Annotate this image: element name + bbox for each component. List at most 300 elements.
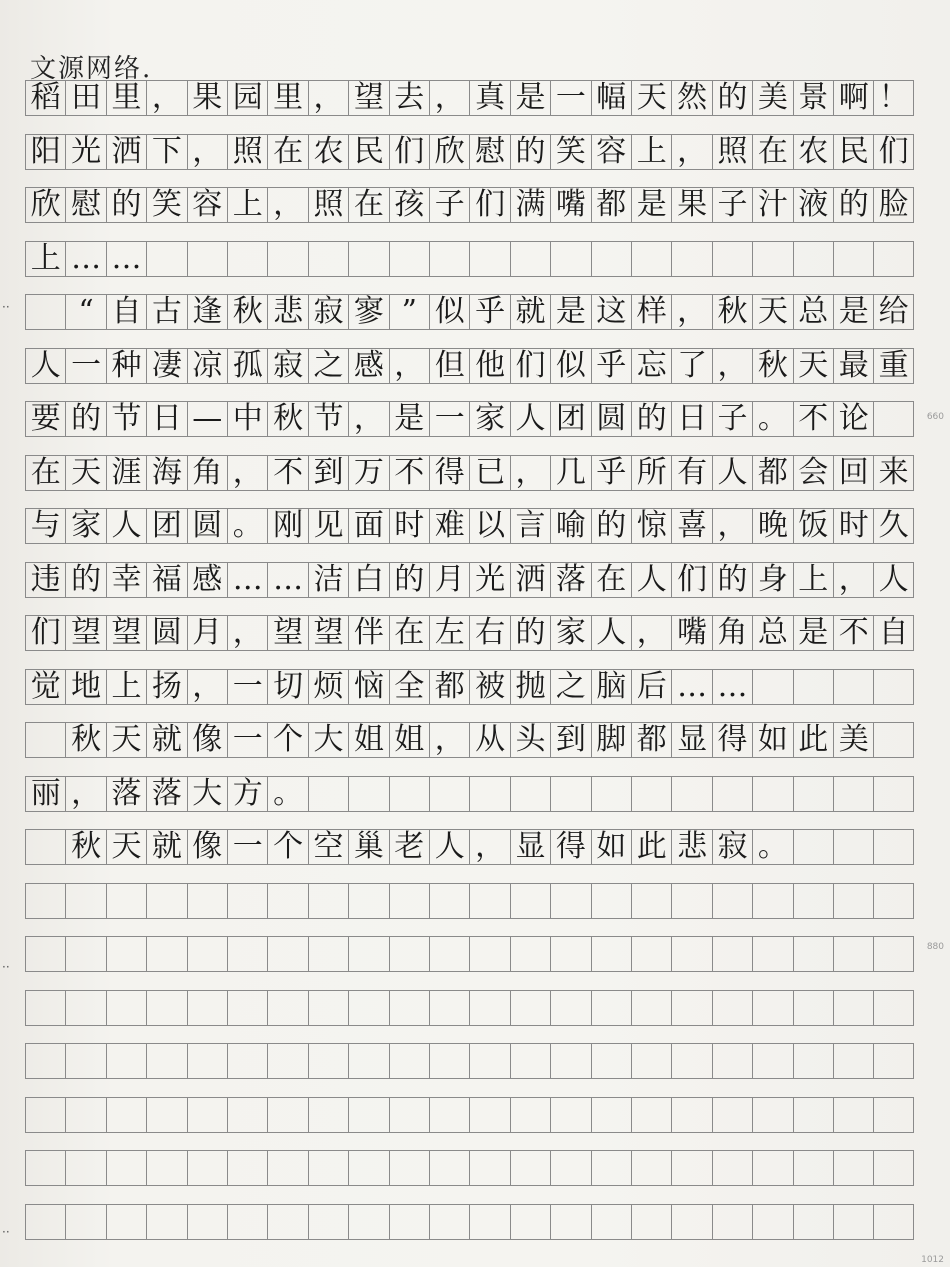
grid-cell: 巢	[348, 829, 388, 865]
grid-cell	[833, 990, 873, 1026]
grid-cell	[227, 990, 267, 1026]
grid-cell	[712, 990, 752, 1026]
grid-cell	[510, 1097, 550, 1133]
grid-cell	[227, 1204, 267, 1240]
grid-cell: 之	[308, 348, 348, 384]
grid-cell: 角	[187, 455, 227, 491]
grid-cell	[429, 1150, 469, 1186]
grid-cell	[631, 936, 671, 972]
grid-cell: 最	[833, 348, 873, 384]
grid-cell: ，	[187, 669, 227, 705]
grid-cell	[348, 1150, 388, 1186]
grid-cell	[429, 776, 469, 812]
grid-cell: 去	[389, 80, 429, 116]
grid-cell	[65, 883, 105, 919]
grid-cell	[348, 1043, 388, 1079]
grid-cell: 扬	[146, 669, 186, 705]
grid-cell: 时	[833, 508, 873, 544]
grid-cell: 晚	[752, 508, 792, 544]
grid-cell	[65, 936, 105, 972]
grid-cell: 真	[469, 80, 509, 116]
grid-cell	[227, 936, 267, 972]
grid-cell: 古	[146, 294, 186, 330]
grid-cell: …	[267, 562, 307, 598]
grid-cell	[712, 241, 752, 277]
grid-cell	[752, 936, 792, 972]
grid-cell: ，	[65, 776, 105, 812]
grid-cell	[146, 883, 186, 919]
grid-cell: 了	[671, 348, 711, 384]
grid-cell	[631, 1204, 671, 1240]
grid-row	[25, 1043, 914, 1079]
grid-cell	[550, 1043, 590, 1079]
grid-cell: 从	[469, 722, 509, 758]
grid-cell: 团	[550, 401, 590, 437]
grid-cell	[873, 1150, 913, 1186]
grid-cell: 圆	[187, 508, 227, 544]
grid-cell	[308, 1150, 348, 1186]
grid-cell	[712, 936, 752, 972]
grid-row	[25, 294, 914, 330]
grid-cell	[348, 936, 388, 972]
grid-cell: 到	[550, 722, 590, 758]
grid-cell: 不	[793, 401, 833, 437]
grid-cell: …	[712, 669, 752, 705]
grid-cell: 人	[712, 455, 752, 491]
grid-cell: 就	[146, 829, 186, 865]
grid-cell	[187, 936, 227, 972]
grid-cell: 面	[348, 508, 388, 544]
grid-cell: 的	[65, 401, 105, 437]
grid-cell: 天	[65, 455, 105, 491]
grid-cell	[712, 1043, 752, 1079]
grid-cell	[550, 1150, 590, 1186]
margin-mark: ··	[2, 300, 10, 314]
grid-cell: 凄	[146, 348, 186, 384]
grid-cell: 洒	[510, 562, 550, 598]
grid-cell: ，	[510, 455, 550, 491]
grid-cell: 望	[348, 80, 388, 116]
grid-cell	[308, 883, 348, 919]
grid-cell	[469, 883, 509, 919]
grid-cell: 农	[308, 134, 348, 170]
grid-cell: 逢	[187, 294, 227, 330]
grid-cell: 一	[65, 348, 105, 384]
grid-cell	[873, 1097, 913, 1133]
grid-cell	[510, 1043, 550, 1079]
grid-cell	[873, 401, 913, 437]
grid-cell: 秋	[267, 401, 307, 437]
grid-cell	[510, 936, 550, 972]
grid-cell: 家	[65, 508, 105, 544]
grid-cell: 圆	[146, 615, 186, 651]
grid-cell	[550, 776, 590, 812]
grid-cell: 秋	[65, 829, 105, 865]
grid-cell: 空	[308, 829, 348, 865]
grid-cell	[65, 1150, 105, 1186]
grid-cell: ，	[227, 615, 267, 651]
grid-cell: 人	[25, 348, 65, 384]
grid-cell	[833, 883, 873, 919]
grid-cell	[146, 1204, 186, 1240]
grid-cell	[510, 776, 550, 812]
grid-cell	[631, 883, 671, 919]
grid-cell: 都	[591, 187, 631, 223]
grid-cell: 伴	[348, 615, 388, 651]
grid-cell	[469, 936, 509, 972]
grid-cell	[106, 883, 146, 919]
grid-cell	[671, 990, 711, 1026]
grid-cell	[389, 776, 429, 812]
grid-cell: 总	[752, 615, 792, 651]
grid-cell: 不	[833, 615, 873, 651]
grid-cell: 望	[65, 615, 105, 651]
grid-cell	[106, 1097, 146, 1133]
grid-cell: 是	[793, 615, 833, 651]
grid-cell: 已	[469, 455, 509, 491]
grid-cell: 角	[712, 615, 752, 651]
grid-cell: 样	[631, 294, 671, 330]
grid-cell	[469, 241, 509, 277]
grid-cell: 里	[106, 80, 146, 116]
grid-row	[25, 1150, 914, 1186]
grid-cell	[106, 1043, 146, 1079]
grid-cell	[25, 1150, 65, 1186]
grid-cell	[510, 1150, 550, 1186]
grid-cell: 上	[793, 562, 833, 598]
grid-row	[25, 455, 914, 491]
grid-cell: 秋	[712, 294, 752, 330]
grid-cell: 望	[308, 615, 348, 651]
grid-cell	[550, 241, 590, 277]
grid-cell: 照	[712, 134, 752, 170]
grid-cell	[65, 1097, 105, 1133]
grid-cell	[550, 883, 590, 919]
grid-cell: 然	[671, 80, 711, 116]
grid-cell	[25, 294, 65, 330]
grid-cell: 都	[429, 669, 469, 705]
grid-cell: 子	[712, 401, 752, 437]
grid-cell	[550, 990, 590, 1026]
char-counter-660: 660	[926, 412, 944, 422]
grid-cell	[65, 990, 105, 1026]
grid-cell: 身	[752, 562, 792, 598]
grid-cell	[267, 990, 307, 1026]
grid-cell: 不	[267, 455, 307, 491]
grid-cell: 节	[106, 401, 146, 437]
grid-row	[25, 80, 914, 116]
grid-cell	[793, 936, 833, 972]
grid-cell: 满	[510, 187, 550, 223]
grid-cell: 的	[591, 508, 631, 544]
grid-cell: 容	[591, 134, 631, 170]
grid-cell	[429, 990, 469, 1026]
grid-cell: 上	[227, 187, 267, 223]
grid-cell: 感	[187, 562, 227, 598]
grid-cell	[106, 990, 146, 1026]
grid-cell	[146, 990, 186, 1026]
grid-cell: 久	[873, 508, 913, 544]
grid-cell: ，	[671, 134, 711, 170]
grid-cell	[65, 1204, 105, 1240]
grid-cell: 们	[25, 615, 65, 651]
grid-cell: 惊	[631, 508, 671, 544]
grid-cell: 白	[348, 562, 388, 598]
grid-cell: 子	[429, 187, 469, 223]
grid-cell: ，	[308, 80, 348, 116]
grid-cell	[267, 936, 307, 972]
grid-cell: 容	[187, 187, 227, 223]
grid-cell: 民	[833, 134, 873, 170]
grid-cell	[348, 241, 388, 277]
grid-cell: 农	[793, 134, 833, 170]
grid-cell	[793, 829, 833, 865]
grid-cell: 圆	[591, 401, 631, 437]
grid-cell: 乎	[591, 348, 631, 384]
grid-cell: 阳	[25, 134, 65, 170]
grid-cell	[671, 776, 711, 812]
grid-cell: 论	[833, 401, 873, 437]
grid-cell	[106, 1204, 146, 1240]
grid-cell	[671, 1097, 711, 1133]
grid-cell: 们	[510, 348, 550, 384]
grid-cell: 都	[752, 455, 792, 491]
grid-cell: 的	[833, 187, 873, 223]
grid-cell: 天	[752, 294, 792, 330]
grid-row	[25, 776, 914, 812]
grid-cell: 乎	[591, 455, 631, 491]
grid-cell: 是	[631, 187, 671, 223]
grid-cell: 头	[510, 722, 550, 758]
grid-cell	[25, 883, 65, 919]
grid-cell	[429, 1043, 469, 1079]
grid-cell	[752, 990, 792, 1026]
grid-cell	[308, 1043, 348, 1079]
grid-row	[25, 508, 914, 544]
grid-cell	[671, 936, 711, 972]
grid-cell	[389, 883, 429, 919]
grid-cell	[429, 936, 469, 972]
grid-cell	[671, 1204, 711, 1240]
grid-cell	[227, 241, 267, 277]
grid-cell	[187, 1204, 227, 1240]
grid-cell: 老	[389, 829, 429, 865]
grid-cell	[25, 1204, 65, 1240]
grid-cell: 上	[25, 241, 65, 277]
grid-cell	[389, 1097, 429, 1133]
grid-cell: 此	[793, 722, 833, 758]
grid-cell: 在	[752, 134, 792, 170]
grid-cell: 中	[227, 401, 267, 437]
grid-cell	[752, 1204, 792, 1240]
grid-cell: 言	[510, 508, 550, 544]
grid-cell: 一	[227, 829, 267, 865]
grid-row	[25, 615, 914, 651]
grid-cell	[631, 241, 671, 277]
grid-cell	[752, 776, 792, 812]
grid-row	[25, 1204, 914, 1240]
grid-cell: 的	[712, 562, 752, 598]
grid-cell	[308, 241, 348, 277]
grid-cell: 自	[873, 615, 913, 651]
grid-cell: 景	[793, 80, 833, 116]
grid-cell	[187, 1150, 227, 1186]
grid-cell	[308, 776, 348, 812]
grid-cell: 就	[510, 294, 550, 330]
grid-row	[25, 401, 914, 437]
grid-cell: 团	[146, 508, 186, 544]
grid-cell	[469, 1097, 509, 1133]
grid-cell	[752, 883, 792, 919]
grid-cell: 得	[550, 829, 590, 865]
grid-cell: “	[65, 294, 105, 330]
grid-cell	[833, 1150, 873, 1186]
grid-cell	[510, 1204, 550, 1240]
grid-row	[25, 722, 914, 758]
grid-cell: 地	[65, 669, 105, 705]
grid-cell: …	[106, 241, 146, 277]
grid-cell: 个	[267, 722, 307, 758]
grid-cell	[793, 241, 833, 277]
grid-cell	[873, 829, 913, 865]
grid-cell	[267, 1204, 307, 1240]
grid-cell	[712, 1097, 752, 1133]
grid-cell	[550, 1204, 590, 1240]
grid-cell	[348, 1097, 388, 1133]
grid-cell	[348, 883, 388, 919]
grid-cell	[793, 1150, 833, 1186]
grid-cell: 方	[227, 776, 267, 812]
grid-row	[25, 134, 914, 170]
grid-cell	[873, 936, 913, 972]
grid-cell	[591, 1150, 631, 1186]
grid-cell	[833, 829, 873, 865]
grid-cell: 秋	[752, 348, 792, 384]
grid-cell	[793, 776, 833, 812]
grid-cell: 丽	[25, 776, 65, 812]
grid-cell: 违	[25, 562, 65, 598]
grid-cell: …	[227, 562, 267, 598]
grid-cell: 在	[267, 134, 307, 170]
grid-cell: 的	[712, 80, 752, 116]
grid-cell	[389, 241, 429, 277]
grid-cell	[267, 241, 307, 277]
grid-cell: 总	[793, 294, 833, 330]
grid-cell: 感	[348, 348, 388, 384]
grid-cell: 们	[389, 134, 429, 170]
grid-cell	[752, 1150, 792, 1186]
grid-cell	[793, 990, 833, 1026]
grid-cell: 喜	[671, 508, 711, 544]
grid-cell: 的	[106, 187, 146, 223]
grid-cell	[469, 1204, 509, 1240]
grid-cell	[389, 1043, 429, 1079]
grid-row	[25, 562, 914, 598]
grid-cell: ，	[389, 348, 429, 384]
grid-cell: 给	[873, 294, 913, 330]
grid-cell	[631, 776, 671, 812]
grid-cell	[631, 990, 671, 1026]
grid-row	[25, 990, 914, 1026]
grid-cell	[591, 1097, 631, 1133]
grid-cell	[873, 1204, 913, 1240]
grid-cell: 时	[389, 508, 429, 544]
grid-cell: 人	[510, 401, 550, 437]
grid-cell: 回	[833, 455, 873, 491]
grid-cell: 一	[227, 722, 267, 758]
grid-cell: 民	[348, 134, 388, 170]
grid-cell: 天	[106, 722, 146, 758]
grid-cell: 此	[631, 829, 671, 865]
grid-cell: 后	[631, 669, 671, 705]
grid-cell	[671, 1043, 711, 1079]
grid-cell: 是	[389, 401, 429, 437]
grid-cell: 笑	[550, 134, 590, 170]
grid-cell: 的	[510, 134, 550, 170]
grid-cell: 万	[348, 455, 388, 491]
grid-cell: 显	[671, 722, 711, 758]
grid-cell: 饭	[793, 508, 833, 544]
grid-cell: 所	[631, 455, 671, 491]
grid-cell: 以	[469, 508, 509, 544]
grid-cell: 似	[429, 294, 469, 330]
grid-cell: 里	[267, 80, 307, 116]
grid-cell: 来	[873, 455, 913, 491]
grid-cell	[267, 1097, 307, 1133]
grid-cell: 到	[308, 455, 348, 491]
grid-cell: 洒	[106, 134, 146, 170]
grid-cell	[469, 1150, 509, 1186]
grid-cell: 显	[510, 829, 550, 865]
grid-cell	[348, 990, 388, 1026]
grid-cell: 笑	[146, 187, 186, 223]
grid-cell	[227, 1043, 267, 1079]
grid-cell	[25, 722, 65, 758]
grid-cell: ，	[348, 401, 388, 437]
grid-cell: 的	[65, 562, 105, 598]
grid-cell: 种	[106, 348, 146, 384]
grid-cell	[348, 776, 388, 812]
grid-cell: ，	[227, 455, 267, 491]
grid-cell: 。	[752, 829, 792, 865]
grid-cell	[752, 1097, 792, 1133]
grid-cell: 照	[308, 187, 348, 223]
grid-cell	[25, 1043, 65, 1079]
grid-cell: 会	[793, 455, 833, 491]
grid-cell: 与	[25, 508, 65, 544]
grid-cell	[591, 883, 631, 919]
grid-cell: 洁	[308, 562, 348, 598]
grid-cell: 涯	[106, 455, 146, 491]
grid-cell	[227, 1150, 267, 1186]
grid-cell	[793, 883, 833, 919]
grid-cell	[146, 936, 186, 972]
grid-cell: 在	[389, 615, 429, 651]
grid-cell	[429, 1204, 469, 1240]
grid-cell: 人	[591, 615, 631, 651]
grid-cell: 慰	[65, 187, 105, 223]
grid-cell: 大	[308, 722, 348, 758]
grid-cell: 落	[146, 776, 186, 812]
grid-cell	[873, 669, 913, 705]
grid-cell: 之	[550, 669, 590, 705]
grid-cell: 欣	[25, 187, 65, 223]
grid-cell	[752, 1043, 792, 1079]
grid-cell	[227, 1097, 267, 1133]
grid-cell: 人	[106, 508, 146, 544]
grid-cell: 他	[469, 348, 509, 384]
grid-cell: 是	[510, 80, 550, 116]
